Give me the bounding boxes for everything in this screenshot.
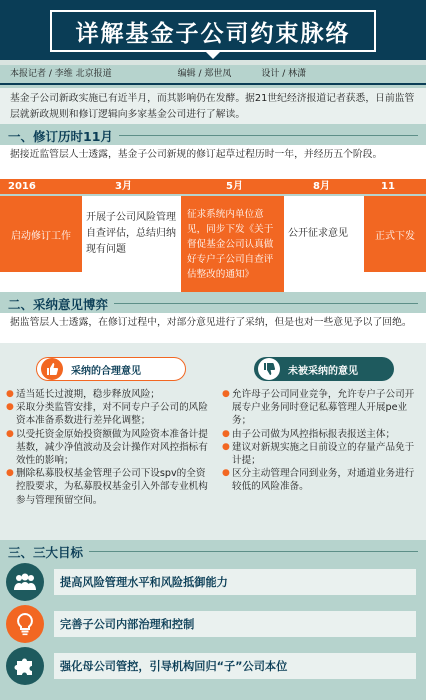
header-band [0,0,426,60]
byline-design: 设计 / 林潇 [261,69,307,79]
goal-text-2: 完善子公司内部治理和控制 [54,611,416,637]
timeline-label-august: 8月 [313,181,330,192]
thumbs-down-icon [258,358,280,380]
thumbs-up-icon [41,358,63,380]
adopted-list [6,388,210,507]
rejected-list [222,388,420,494]
list-item: ● 删除私募股权基金管理子公司下设spv的全资控股要求，为私募股权基金引入外部专业机构参与管理预留空间。 [6,468,208,506]
byline-editor: 编辑 / 郑世凤 [177,69,232,79]
list-item: ● 采取分类监管安排，对不同专户子公司的风险资本准备系数进行差异化调整； [6,402,208,427]
section3-heading: 三、三大目标 [0,542,426,561]
section2-heading: 二、采纳意见博弈 [0,294,426,313]
byline [0,66,426,80]
divider [0,83,426,85]
title-box [50,10,376,52]
section2-text: 据监管层人士透露，在修订过程中，对部分意见进行了采纳，但是也对一些意见予以了回绝。 [0,313,426,343]
adopted-label: 采纳的合理意见 [71,365,141,377]
list-item: ● 区分主动管理合同到业务，对通道业务进行较低的风险准备。 [222,468,415,493]
byline-reporter: 本报记者 / 李维 北京报道 [10,69,112,79]
timeline-step-august: 公开征求意见 [288,228,348,239]
adopted-pill [36,357,186,381]
goal-text-1: 提高风险管理水平和风险抵御能力 [54,569,416,595]
list-item: ● 建议对新规实施之日前设立的存量产品免于计提； [222,441,415,467]
section1-heading: 一、修订历时11月 [0,126,426,145]
goal-row-3 [0,646,426,686]
header-underline [0,60,426,65]
timeline-label-may: 5月 [226,181,243,192]
intro-paragraph: 基金子公司新政实施已有近半月，而其影响仍在发酵。据21世纪经济报道记者获悉，日前监管层就新政规则和修订逻辑向多家基金公司进行了解读。 [0,88,426,124]
list-item: ● 由子公司做为风控指标报表报送主体； [222,428,396,440]
timeline-step-may: 征求系统内单位意见，同步下发《关于督促基金公司认真做好专户子公司自查评估整改的通知》 [181,196,284,292]
section1-text: 据接近监管层人士透露，基金子公司新规的修订起草过程历时一年，并经历五个阶段。 [0,145,426,179]
puzzle-icon [6,647,44,685]
rejected-label: 未被采纳的意见 [288,365,358,377]
list-item: ● 以受托资金原始投资额做为风险资本准备计提基数，减少净值波动及会计操作对风控指标有效性的影响； [6,428,208,467]
timeline-step-start: 启动修订工作 [0,196,82,272]
list-item: ● 允许母子公司同业竞争，允许专户子公司开展专户业务同时登记私募管理人开展pe业务； [222,389,415,427]
goal-row-1 [0,562,426,602]
rejected-pill [254,357,394,381]
timeline-label-march: 3月 [115,181,132,192]
goal-text-3: 强化母公司管控，引导机构回归“子”公司本位 [54,653,416,679]
timeline-bar [0,179,426,194]
timeline-step-november: 正式下发 [364,196,426,272]
page-title: 详解基金子公司约束脉络 [75,20,351,47]
timeline-label-november: 11 [381,181,395,192]
timeline-label-2016: 2016 [8,181,36,192]
list-item: ● 适当延长过渡期，稳步释放风险； [6,389,160,400]
goal-row-2 [0,604,426,644]
lightbulb-icon [6,605,44,643]
people-icon [6,563,44,601]
title-pointer [204,50,222,59]
timeline-step-march: 开展子公司风险管理自查评估，总结归纳现有问题 [86,212,176,255]
